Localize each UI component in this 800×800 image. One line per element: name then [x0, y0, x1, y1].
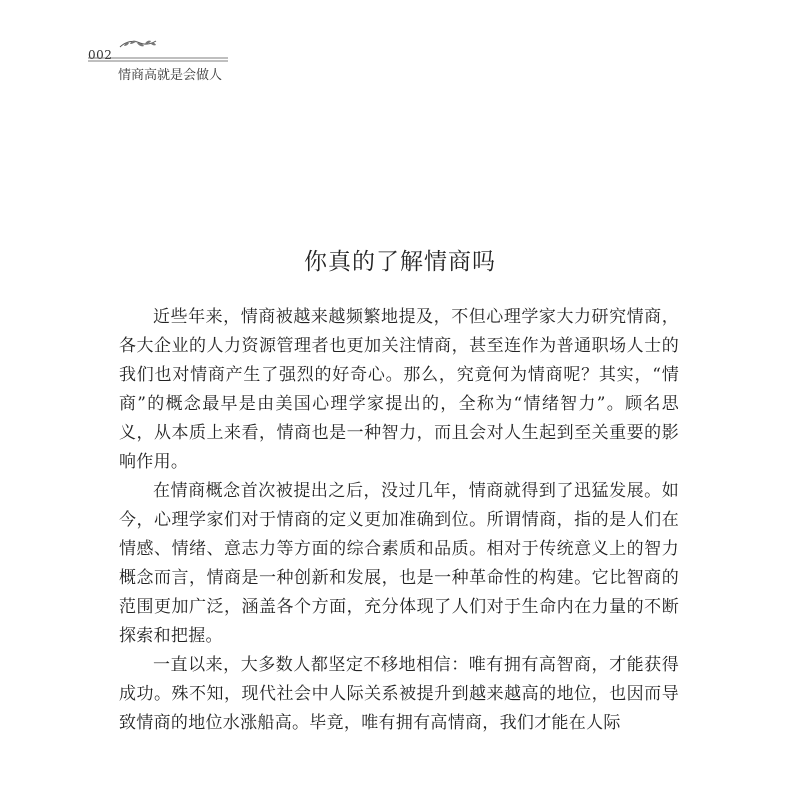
- body-text: [119, 303, 679, 738]
- leaf-ornament-icon: [118, 38, 158, 52]
- header-rule: [88, 57, 228, 63]
- page-header: [88, 38, 328, 88]
- paragraph: 在情商概念首次被提出之后，没过几年，情商就得到了迅猛发展。如今，心理学家们对于情商的定义更加准确到位。所谓情商，指的是人们在情感、情绪、意志力等方面的综合素质和品质。相对于传统意义上的智力概念而言，情商是一种创新和发展，也是一种革命性的构建。它比智商的范围更加广泛，涵盖各个方面，充分体现了人们对于生命内在力量的不断探索和把握。: [119, 481, 679, 646]
- paragraph: 一直以来，大多数人都坚定不移地相信：唯有拥有高智商，才能获得成功。殊不知，现代社会中人际关系被提升到越来越高的地位，也因而导致情商的地位水涨船高。毕竟，唯有拥有高情商，我们才能在人际: [119, 655, 679, 733]
- chapter-title: 你真的了解情商吗: [304, 249, 496, 275]
- paragraph: 近些年来，情商被越来越频繁地提及，不但心理学家大力研究情商，各大企业的人力资源管理者也更加关注情商，甚至连作为普通职场人士的我们也对情商产生了强烈的好奇心。那么，究竟何为情商呢？其实，“情商”的概念最早是由美国心理学家提出的，全称为“情绪智力”。顾名思义，从本质上来看，情商也是一种智力，而且会对人生起到至关重要的影响作用。: [119, 307, 679, 472]
- page-number: 002: [88, 48, 113, 62]
- running-book-title: 情商高就是会做人: [118, 68, 223, 83]
